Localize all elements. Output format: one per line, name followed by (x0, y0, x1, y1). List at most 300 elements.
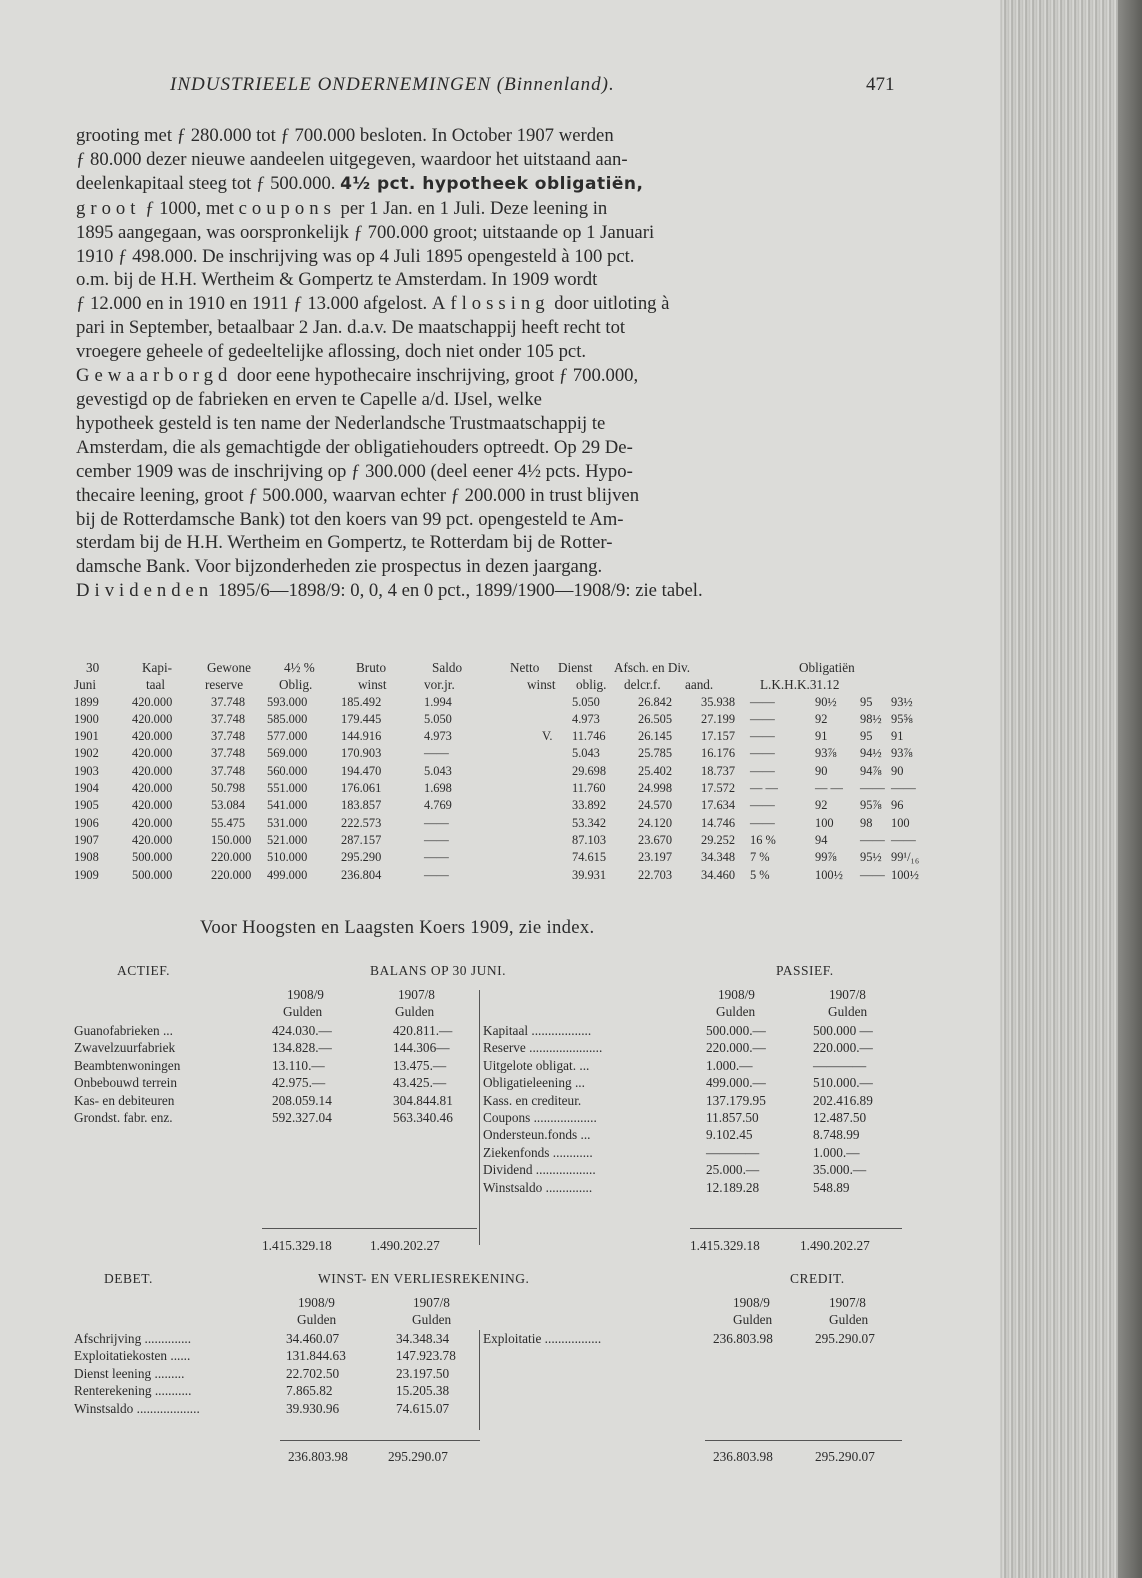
text-line (76, 197, 898, 221)
account-row (483, 1110, 903, 1127)
table-cell: 25.402 (638, 763, 673, 778)
account-value: 12.189.28 (706, 1179, 760, 1195)
account-value: 13.110.— (272, 1057, 325, 1073)
text-segment: door uitloting à (554, 293, 670, 315)
text-line: grooting met ƒ 280.000 tot ƒ 700.000 besloten. In October 1907 werden (76, 125, 614, 146)
book-spine-shadow (1118, 0, 1142, 1578)
account-value: 11.857.50 (706, 1109, 759, 1125)
table-cell: —— (860, 867, 885, 882)
text-segment: deelenkapitaal steeg tot ƒ 500.000. (76, 172, 336, 194)
table-cell: 99⅞ (815, 850, 837, 865)
header-cell: Juni (74, 677, 96, 693)
table-cell: 29.252 (701, 832, 736, 847)
col-unit: Gulden (733, 1312, 773, 1328)
account-row (483, 1093, 903, 1110)
account-value: 147.923.78 (396, 1348, 456, 1364)
text-line (76, 292, 898, 316)
table-cell: 23.670 (638, 832, 673, 847)
table-cell: 222.573 (341, 815, 382, 830)
body-text (76, 124, 898, 603)
account-label: Afschrijving .............. (74, 1331, 192, 1346)
account-value: 25.000.— (706, 1162, 760, 1178)
account-value: 563.340.46 (393, 1109, 453, 1125)
account-label: Ondersteun.fonds ... (483, 1127, 591, 1143)
table-cell: 577.000 (267, 729, 308, 744)
header-cell: L.K.H.K.31.12 (760, 677, 840, 693)
table-cell: 5.050 (572, 694, 600, 709)
account-value: 12.487.50 (813, 1109, 867, 1125)
col-unit: Gulden (828, 1004, 868, 1020)
table-cell: 220.000 (211, 850, 252, 865)
table-cell: 93⅞ (815, 746, 837, 761)
table-cell: 55.475 (211, 815, 246, 830)
table-cell: 420.000 (132, 798, 173, 813)
account-row (74, 1348, 474, 1365)
table-cell: 1.994 (424, 694, 452, 709)
pl-rule-left (280, 1440, 480, 1441)
col-year: 1907/8 (829, 987, 866, 1002)
table-cell: 531.000 (267, 815, 308, 830)
table-cell: 521.000 (267, 832, 308, 847)
account-row (483, 1058, 903, 1075)
account-label: Dienst leening ......... (74, 1365, 185, 1381)
table-cell: 94 (815, 832, 828, 847)
col-year: 1907/8 (829, 1295, 866, 1310)
account-label: Exploitatie ................. (483, 1331, 602, 1346)
pl-credit (483, 1331, 903, 1348)
table-cell: — — (750, 781, 778, 796)
table-row (74, 694, 913, 712)
text-line: 1910 ƒ 498.000. De inschrijving was op 4 Juli 1895 opengesteld à 100 pct. (76, 245, 635, 267)
header-cell: Saldo (432, 660, 463, 675)
table-cell: 1904 (74, 781, 99, 796)
table-cell: 1908 (74, 850, 99, 865)
table-cell: 23.197 (638, 850, 673, 865)
table-cell: —— (750, 711, 775, 726)
table-cell: 569.000 (267, 746, 308, 761)
header-cell: 30 (86, 660, 100, 675)
balance-title: BALANS OP 30 JUNI. (370, 963, 507, 978)
table-row (74, 711, 913, 729)
account-label: Winstsaldo ................... (74, 1400, 200, 1416)
account-label: Onbebouwd terrein (74, 1075, 178, 1091)
table-cell: 287.157 (341, 832, 382, 847)
text-line: vroegere geheele of gedeeltelijke aflossing, doch niet onder 105 pct. (76, 341, 587, 363)
table-cell: 500.000 (132, 867, 173, 882)
table-cell: 236.804 (341, 867, 382, 882)
account-value: 548.89 (813, 1179, 850, 1195)
table-row (74, 729, 904, 746)
table-cell: 90 (891, 763, 904, 778)
account-value: ———— (813, 1057, 867, 1073)
table-cell: 91 (815, 729, 828, 744)
text-line: sterdam bij de H.H. Wertheim en Gompertz, te Rotterdam bij de Rotter- (76, 532, 613, 554)
spaced-term: Gewaarborgd (76, 365, 233, 387)
table-cell: 1901 (74, 729, 99, 744)
table-cell: 24.120 (638, 815, 673, 830)
table-cell: 35.938 (701, 694, 736, 709)
table-cell: 499.000 (267, 867, 308, 882)
account-label: Renterekening ........... (74, 1383, 192, 1399)
table-cell: 1.698 (424, 781, 452, 796)
pl-rule-right (705, 1440, 902, 1441)
account-value: 1.000.— (706, 1057, 753, 1073)
table-cell: 420.000 (132, 746, 173, 761)
account-row (74, 1023, 474, 1040)
account-row (74, 1331, 474, 1348)
text-segment: ƒ 1000, met (145, 197, 234, 219)
account-value: 7.865.82 (286, 1383, 333, 1399)
text-line: Amsterdam, die als gemachtigde der obligatiehouders optreedt. Op 29 De- (76, 436, 633, 458)
table-cell: 24.998 (638, 781, 673, 796)
text-line (76, 172, 898, 197)
table-cell: 50.798 (211, 781, 246, 796)
header-cell: Kapi- (142, 660, 173, 675)
table-cell: 100 (891, 815, 910, 830)
table-body (74, 694, 920, 885)
text-line: pari in September, betaalbaar 2 Jan. d.a.v. De maatschappij heeft recht tot (76, 317, 626, 339)
table-cell: 39.931 (572, 867, 607, 882)
table-cell: 37.748 (211, 746, 246, 761)
account-value: 22.702.50 (286, 1365, 340, 1381)
table-cell: 420.000 (132, 729, 173, 744)
spaced-term: groot (76, 197, 141, 219)
table-cell: 14.746 (701, 815, 736, 830)
account-value: 34.460.07 (286, 1331, 340, 1346)
header-cell: Oblig. (279, 677, 313, 693)
col-year: 1907/8 (398, 987, 435, 1002)
pl-divider (479, 1330, 480, 1430)
spaced-term: Dividenden (76, 580, 214, 602)
balance-rule-left (262, 1228, 477, 1229)
table-cell: 26.505 (638, 711, 673, 726)
table-cell: 420.000 (132, 763, 173, 778)
total-value: 295.290.07 (815, 1449, 875, 1464)
table-cell: 18.737 (701, 763, 736, 778)
table-row (74, 832, 916, 850)
table-cell: 194.470 (341, 763, 382, 778)
table-cell: 100½ (815, 867, 843, 882)
table-cell: 34.348 (701, 850, 736, 865)
table-cell: —— (424, 850, 449, 865)
table-cell: 1899 (74, 694, 99, 709)
col-unit: Gulden (297, 1312, 337, 1328)
col-year: 1908/9 (718, 987, 755, 1002)
table-cell: 5 % (750, 867, 770, 882)
table-cell: 551.000 (267, 781, 308, 796)
table-cell: —— (750, 729, 775, 744)
account-value: 134.828.— (272, 1040, 332, 1056)
account-row (483, 1075, 903, 1092)
table-cell: —— (424, 867, 449, 882)
table-cell: 1906 (74, 815, 99, 830)
table-cell: 420.000 (132, 815, 173, 830)
table-cell: 37.748 (211, 729, 246, 744)
account-row (483, 1180, 903, 1197)
account-label: Kass. en crediteur. (483, 1092, 582, 1108)
table-cell: 27.199 (701, 711, 736, 726)
header-cell: Obligatiën (799, 660, 855, 675)
col-year: 1908/9 (287, 987, 324, 1002)
table-cell: —— (424, 815, 449, 830)
text-line: 1895 aangegaan, was oorspronkelijk ƒ 700.000 groot; uitstaande op 1 Januari (76, 221, 655, 243)
table-cell: 93⅞ (891, 746, 913, 761)
text-line: damsche Bank. Voor bijzonderheden zie prospectus in dezen jaargang. (76, 556, 603, 578)
account-row (74, 1058, 474, 1075)
table-cell: 91 (891, 729, 904, 744)
account-value: 220.000.— (813, 1040, 873, 1056)
header-cell: Bruto (356, 660, 387, 675)
table-cell: 37.748 (211, 694, 246, 709)
bond-heading: 4½ pct. hypotheek obligatiën, (340, 173, 644, 194)
account-value: 15.205.38 (396, 1383, 450, 1399)
header-cell: vor.jr. (424, 677, 455, 693)
total-value: 1.490.202.27 (370, 1238, 440, 1253)
table-cell: 17.572 (701, 781, 736, 796)
account-label: Coupons ................... (483, 1109, 597, 1125)
table-cell: —— (424, 832, 449, 847)
table-cell: 93½ (891, 694, 913, 709)
text-line (76, 364, 898, 388)
account-value: 8.748.99 (813, 1127, 860, 1143)
table-cell: 593.000 (267, 694, 308, 709)
table-cell: 150.000 (211, 832, 252, 847)
debet-label: DEBET. (104, 1271, 153, 1286)
table-cell: 585.000 (267, 711, 308, 726)
pl-title: WINST- EN VERLIESREKENING. (318, 1271, 530, 1286)
header-cell: delcr.f. (624, 677, 661, 693)
text-line: cember 1909 was de inschrijving op ƒ 300.000 (deel eener 4½ pcts. Hypo- (76, 460, 633, 482)
passief-label: PASSIEF. (776, 963, 834, 978)
table-cell: 4.973 (572, 711, 600, 726)
table-cell: 26.145 (638, 729, 673, 744)
table-row (74, 764, 904, 781)
actief-label: ACTIEF. (117, 963, 171, 978)
account-label: Kas- en debiteuren (74, 1092, 175, 1108)
account-row (74, 1093, 474, 1110)
table-cell: 95 (860, 694, 873, 709)
table-cell: 53.342 (572, 815, 607, 830)
table-cell: 25.785 (638, 746, 673, 761)
spaced-term: Aflossing (431, 293, 550, 315)
table-cell: 220.000 (211, 867, 252, 882)
header-cell: winst (527, 677, 556, 693)
col-unit: Gulden (829, 1312, 869, 1328)
text-segment: ƒ 12.000 en in 1910 en 1911 ƒ 13.000 afgelost. (76, 293, 428, 315)
balance-rule-right (690, 1228, 902, 1229)
header-cell: Dienst (558, 660, 593, 675)
account-value: 1.000.— (813, 1144, 860, 1160)
table-cell: 500.000 (132, 850, 173, 865)
account-value: 13.475.— (393, 1057, 447, 1073)
account-label: Beambtenwoningen (74, 1057, 181, 1073)
header-cell: Afsch. en Div. (614, 660, 691, 675)
table-cell: 183.857 (341, 798, 382, 813)
account-row (483, 1162, 903, 1179)
table-row (74, 781, 916, 798)
table-row (74, 867, 919, 885)
pl-totals (0, 1449, 1000, 1466)
table-cell: 1903 (74, 763, 99, 778)
column-header-row (0, 987, 1000, 1004)
table-cell: —— (750, 694, 775, 709)
table-cell: 11.760 (572, 781, 606, 796)
table-cell: 541.000 (267, 798, 308, 813)
table-cell: 98½ (860, 711, 882, 726)
table-cell: 1909 (74, 867, 99, 882)
table-cell: 4.769 (424, 798, 452, 813)
total-value: 236.803.98 (713, 1449, 773, 1464)
table-footnote: Voor Hoogsten en Laagsten Koers 1909, zie index. (200, 917, 595, 938)
balance-divider (479, 990, 480, 1245)
account-value: 131.844.63 (286, 1348, 346, 1364)
table-cell: 7 % (750, 850, 770, 865)
table-cell: —— (750, 815, 775, 830)
col-year: 1908/9 (733, 1295, 770, 1310)
table-cell: 26.842 (638, 694, 673, 709)
header-cell: taal (146, 677, 166, 693)
text-line: o.m. bij de H.H. Wertheim & Gompertz te Amsterdam. In 1909 wordt (76, 269, 598, 291)
account-row (483, 1040, 903, 1057)
table-cell: 29.698 (572, 763, 607, 778)
table-cell: 16 % (750, 832, 776, 847)
table-cell: 17.634 (701, 798, 736, 813)
account-value: 510.000.— (813, 1075, 873, 1091)
table-cell: —— (891, 781, 916, 796)
credit-label: CREDIT. (790, 1271, 845, 1286)
header-cell: oblig. (576, 677, 607, 693)
account-label: Ziekenfonds ............ (483, 1144, 593, 1160)
table-cell: 24.570 (638, 798, 673, 813)
col-unit: Gulden (283, 1004, 323, 1020)
balance-totals (0, 1238, 1000, 1255)
account-label: Uitgelote obligat. ... (483, 1057, 590, 1073)
table-cell: 1902 (74, 746, 99, 761)
account-label: Zwavelzuurfabriek (74, 1040, 176, 1056)
table-cell: —— (424, 746, 449, 761)
text-line (76, 579, 898, 603)
balance-liabilities (483, 1023, 903, 1197)
header-cell: 4½ % (284, 660, 315, 675)
account-row (74, 1401, 474, 1418)
account-row (483, 1127, 903, 1144)
account-value: 500.000 — (813, 1023, 873, 1038)
text-line: thecaire leening, groot ƒ 500.000, waarvan echter ƒ 200.000 in trust blijven (76, 484, 640, 506)
table-cell: —— (750, 798, 775, 813)
table-cell: 92 (815, 711, 828, 726)
account-row (74, 1040, 474, 1057)
text-line: hypotheek gesteld is ten name der Nederlandsche Trustmaatschappij te (76, 412, 606, 434)
account-value: 34.348.34 (396, 1331, 450, 1346)
account-value: 592.327.04 (272, 1109, 332, 1125)
table-cell: 99¹/₁₆ (891, 850, 920, 865)
page-number: 471 (866, 74, 895, 95)
column-header-row (0, 1295, 1000, 1312)
header-cell: winst (358, 677, 387, 693)
header-cell: Netto (510, 660, 540, 675)
table-cell: 185.492 (341, 694, 382, 709)
table-cell: 100 (815, 815, 834, 830)
col-unit: Gulden (395, 1004, 435, 1020)
balance-column-headers (0, 987, 1000, 1022)
table-cell: 96 (891, 798, 904, 813)
account-label: Grondst. fabr. enz. (74, 1109, 173, 1125)
table-cell: 92 (815, 798, 828, 813)
table-cell: 94⅞ (860, 763, 882, 778)
table-header-row (74, 660, 904, 677)
table-cell: 74.615 (572, 850, 607, 865)
account-row (483, 1023, 903, 1040)
account-value: 304.844.81 (393, 1092, 453, 1108)
total-value: 1.415.329.18 (262, 1238, 332, 1253)
account-row (74, 1110, 474, 1127)
account-row (483, 1331, 903, 1348)
pl-debit (74, 1331, 474, 1418)
account-value: 42.975.— (272, 1075, 326, 1091)
spaced-term: coupons (238, 197, 336, 219)
table-cell: 37.748 (211, 711, 246, 726)
col-year: 1907/8 (413, 1295, 450, 1310)
account-row (483, 1145, 903, 1162)
account-value: 23.197.50 (396, 1365, 450, 1381)
account-value: 420.811.— (393, 1023, 453, 1038)
table-cell: 95½ (860, 850, 882, 865)
table-cell: 5.043 (424, 763, 452, 778)
account-value: 220.000.— (706, 1040, 766, 1056)
account-value: 144.306— (393, 1040, 450, 1056)
account-value: 295.290.07 (815, 1331, 875, 1346)
table-cell: 16.176 (701, 746, 736, 761)
account-value: 74.615.07 (396, 1400, 450, 1416)
account-value: ———— (706, 1144, 760, 1160)
account-value: 424.030.— (272, 1023, 332, 1038)
text-line: ƒ 80.000 dezer nieuwe aandeelen uitgegeven, waardoor het uitstaand aan- (76, 148, 628, 170)
table-cell: 510.000 (267, 850, 308, 865)
table-cell: 420.000 (132, 781, 173, 796)
account-value: 236.803.98 (713, 1331, 773, 1346)
account-label: Dividend .................. (483, 1162, 596, 1178)
account-value: 9.102.45 (706, 1127, 753, 1143)
text-segment: 1895/6—1898/9: 0, 0, 4 en 0 pct., 1899/1900—1908/9: zie tabel. (217, 580, 703, 602)
table-cell: 176.061 (341, 781, 382, 796)
table-cell: 420.000 (132, 832, 173, 847)
account-value: 39.930.96 (286, 1400, 340, 1416)
account-label: Guanofabrieken ... (74, 1023, 173, 1038)
table-cell: 17.157 (701, 729, 736, 744)
table-cell: 1907 (74, 832, 99, 847)
table-cell: 5.043 (572, 746, 600, 761)
total-value: 295.290.07 (388, 1449, 448, 1464)
table-cell: — — (815, 781, 843, 796)
table-cell: 420.000 (132, 711, 173, 726)
table-cell: 33.892 (572, 798, 607, 813)
table-cell: —— (860, 832, 885, 847)
account-value: 35.000.— (813, 1162, 867, 1178)
running-head: INDUSTRIEELE ONDERNEMINGEN (Binnenland). (170, 74, 615, 95)
table-cell: 94½ (860, 746, 882, 761)
table-cell: 95⅝ (891, 711, 913, 726)
table-cell: 560.000 (267, 763, 308, 778)
text-segment: per 1 Jan. en 1 Juli. Deze leening in (340, 197, 608, 219)
table-cell: 90½ (815, 694, 837, 709)
column-header-row (0, 1004, 1000, 1021)
account-label: Reserve ...................... (483, 1040, 603, 1056)
table-cell: —— (750, 746, 775, 761)
account-value: 499.000.— (706, 1075, 766, 1091)
totals-row (0, 1238, 1000, 1255)
table-row (74, 850, 920, 867)
dividend-table (74, 660, 920, 885)
